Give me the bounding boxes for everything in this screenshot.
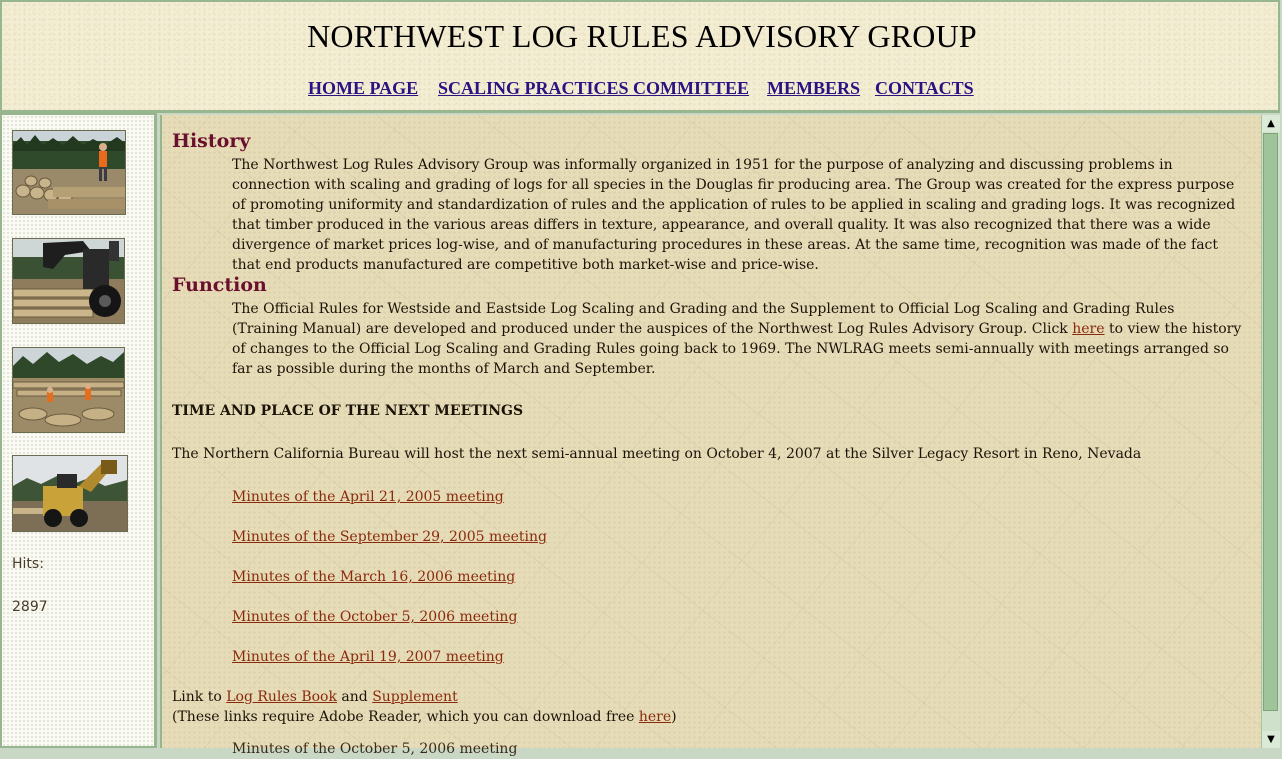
minutes-link-october-2006[interactable]: Minutes of the October 5, 2006 meeting bbox=[232, 609, 518, 625]
hits-label: Hits: bbox=[12, 556, 44, 572]
minutes-link-april-2005[interactable]: Minutes of the April 21, 2005 meeting bbox=[232, 489, 504, 505]
nav-link-home-page[interactable]: HOME PAGE bbox=[308, 78, 419, 98]
link-to-text: Link to bbox=[172, 689, 227, 705]
site-title: NORTHWEST LOG RULES ADVISORY GROUP bbox=[307, 18, 977, 54]
next-meeting-text: The Northern California Bureau will host the next semi-annual meeting on October 4, 2007 at the Silver Legacy Resort in Reno, Nevada bbox=[172, 446, 1142, 462]
photo-log-processor-machine bbox=[12, 455, 128, 532]
function-heading: Function bbox=[172, 274, 267, 296]
and-text: and bbox=[336, 689, 373, 705]
main-content-frame bbox=[160, 115, 1280, 757]
rules-history-here-link[interactable]: here bbox=[1072, 321, 1105, 337]
adobe-note-close: ) bbox=[671, 709, 677, 725]
photo-log-deck-worker bbox=[12, 130, 126, 215]
nav-link-scaling-practices-committee[interactable]: SCALING PRACTICES COMMITTEE bbox=[438, 78, 750, 98]
hits-counter: 2897 bbox=[12, 599, 48, 615]
history-paragraph: The Northwest Log Rules Advisory Group was informally organized in 1951 for the purpose of analyzing and discussing problems in connection with scaling and grading of logs for all species in the Douglas fir producing area. The Group was created for the express purpose of promoting uniformity and standardization of rules and the application of rules to be applied in scaling and grading logs. It was recognized that timber produced in the various areas differs in texture, appearance, and overall quality. It was also recognized that there was a wide divergence of market prices log-wise, and of manufacturing procedures in these areas. At the same time, recognition was made of the fact that end products manufactured are competitive both market-wise and price-wise. bbox=[232, 157, 1236, 273]
minutes-link-april-2007[interactable]: Minutes of the April 19, 2007 meeting bbox=[232, 649, 504, 665]
function-text-start: The Official Rules for Westside and Eastside Log Scaling and Grading and the Supplement to Official Log Scaling and Grading Rules (Training Manual) are developed and produced under the auspices of the Northwest Log Rules Advisory Group. Click bbox=[232, 301, 1175, 337]
scroll-up-arrow-icon[interactable]: ▲ bbox=[1262, 115, 1280, 132]
vertical-scrollbar[interactable] bbox=[1261, 115, 1280, 748]
log-rules-book-link[interactable]: Log Rules Book bbox=[226, 689, 337, 705]
function-text-end: to view the history of changes to the Official Log Scaling and Grading Rules going back to 1969. The NWLRAG meets semi-annually with meetings arranged so far as possible during the months of March and September. bbox=[232, 321, 1242, 377]
minutes-link-september-2005[interactable]: Minutes of the September 29, 2005 meeting bbox=[232, 529, 547, 545]
nav-link-members[interactable]: MEMBERS bbox=[767, 78, 861, 98]
photo-log-loader bbox=[12, 238, 125, 324]
supplement-link[interactable]: Supplement bbox=[372, 689, 458, 705]
scroll-down-arrow-icon[interactable]: ▼ bbox=[1262, 731, 1280, 748]
minutes-link-march-2006[interactable]: Minutes of the March 16, 2006 meeting bbox=[232, 569, 516, 585]
scrollbar-thumb[interactable] bbox=[1263, 133, 1278, 711]
adobe-note-text: (These links require Adobe Reader, which you can download free bbox=[172, 709, 639, 725]
sidebar-frame bbox=[0, 113, 157, 748]
function-paragraph bbox=[232, 299, 1244, 379]
adobe-reader-here-link[interactable]: here bbox=[638, 709, 672, 725]
nav-link-contacts[interactable]: CONTACTS bbox=[875, 78, 974, 98]
photo-log-yard-workers bbox=[12, 347, 125, 433]
adobe-note-line bbox=[172, 707, 677, 727]
history-heading: History bbox=[172, 130, 251, 152]
rule-book-links-line bbox=[172, 687, 458, 707]
header-frame bbox=[0, 0, 1280, 113]
cut-off-minutes-text: Minutes of the October 5, 2006 meeting bbox=[232, 741, 518, 757]
meetings-heading: TIME AND PLACE OF THE NEXT MEETINGS bbox=[172, 403, 524, 419]
